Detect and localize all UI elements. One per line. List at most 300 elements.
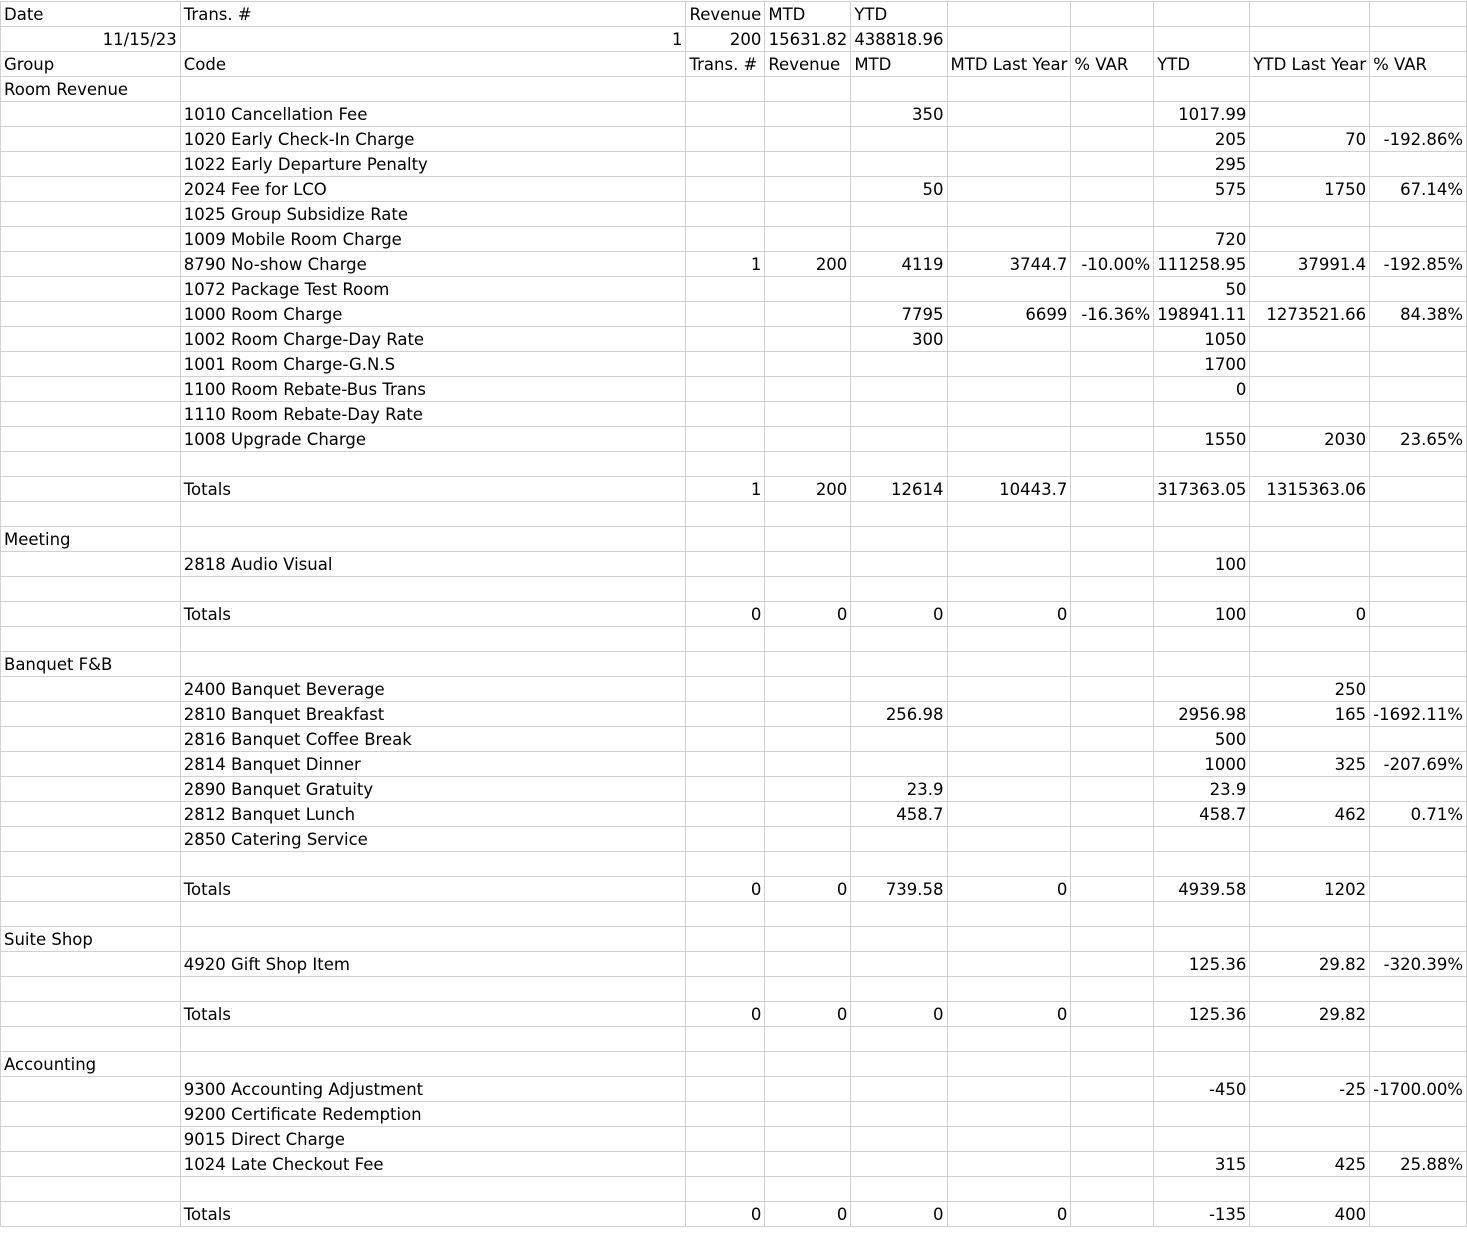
cell-c43[interactable] bbox=[686, 1052, 765, 1077]
cell-i1[interactable] bbox=[1250, 2, 1370, 27]
cell-a21[interactable] bbox=[1, 502, 181, 527]
cell-i46[interactable] bbox=[1250, 1127, 1370, 1152]
cell-d28[interactable] bbox=[765, 677, 851, 702]
cell-b22[interactable] bbox=[180, 527, 686, 552]
cell-a31[interactable] bbox=[1, 752, 181, 777]
cell-c3[interactable]: Trans. # bbox=[686, 52, 765, 77]
cell-h38[interactable] bbox=[1154, 927, 1250, 952]
cell-j1[interactable] bbox=[1370, 2, 1467, 27]
cell-e17[interactable] bbox=[851, 402, 947, 427]
cell-b25[interactable]: Totals bbox=[180, 602, 686, 627]
cell-e16[interactable] bbox=[851, 377, 947, 402]
cell-b2[interactable]: 1 bbox=[180, 27, 686, 52]
cell-a8[interactable] bbox=[1, 177, 181, 202]
cell-g24[interactable] bbox=[1071, 577, 1154, 602]
cell-e34[interactable] bbox=[851, 827, 947, 852]
cell-j30[interactable] bbox=[1370, 727, 1467, 752]
cell-c1[interactable]: Revenue bbox=[686, 2, 765, 27]
cell-d21[interactable] bbox=[765, 502, 851, 527]
cell-f33[interactable] bbox=[947, 802, 1071, 827]
cell-c6[interactable] bbox=[686, 127, 765, 152]
cell-a37[interactable] bbox=[1, 902, 181, 927]
cell-b12[interactable]: 1072 Package Test Room bbox=[180, 277, 686, 302]
cell-j14[interactable] bbox=[1370, 327, 1467, 352]
cell-i4[interactable] bbox=[1250, 77, 1370, 102]
cell-a39[interactable] bbox=[1, 952, 181, 977]
cell-j24[interactable] bbox=[1370, 577, 1467, 602]
cell-d47[interactable] bbox=[765, 1152, 851, 1177]
cell-b7[interactable]: 1022 Early Departure Penalty bbox=[180, 152, 686, 177]
cell-b14[interactable]: 1002 Room Charge-Day Rate bbox=[180, 327, 686, 352]
cell-i43[interactable] bbox=[1250, 1052, 1370, 1077]
cell-g45[interactable] bbox=[1071, 1102, 1154, 1127]
cell-c7[interactable] bbox=[686, 152, 765, 177]
cell-e27[interactable] bbox=[851, 652, 947, 677]
cell-b26[interactable] bbox=[180, 627, 686, 652]
cell-a23[interactable] bbox=[1, 552, 181, 577]
cell-e25[interactable]: 0 bbox=[851, 602, 947, 627]
cell-f21[interactable] bbox=[947, 502, 1071, 527]
cell-j8[interactable]: 67.14% bbox=[1370, 177, 1467, 202]
cell-d15[interactable] bbox=[765, 352, 851, 377]
cell-d14[interactable] bbox=[765, 327, 851, 352]
cell-a48[interactable] bbox=[1, 1177, 181, 1202]
cell-b49[interactable]: Totals bbox=[180, 1202, 686, 1227]
cell-j43[interactable] bbox=[1370, 1052, 1467, 1077]
cell-f14[interactable] bbox=[947, 327, 1071, 352]
cell-c2[interactable]: 200 bbox=[686, 27, 765, 52]
cell-a7[interactable] bbox=[1, 152, 181, 177]
cell-f11[interactable]: 3744.7 bbox=[947, 252, 1071, 277]
cell-b46[interactable]: 9015 Direct Charge bbox=[180, 1127, 686, 1152]
cell-i5[interactable] bbox=[1250, 102, 1370, 127]
cell-e43[interactable] bbox=[851, 1052, 947, 1077]
cell-e9[interactable] bbox=[851, 202, 947, 227]
cell-j39[interactable]: -320.39% bbox=[1370, 952, 1467, 977]
cell-f46[interactable] bbox=[947, 1127, 1071, 1152]
cell-a30[interactable] bbox=[1, 727, 181, 752]
cell-c11[interactable]: 1 bbox=[686, 252, 765, 277]
cell-e13[interactable]: 7795 bbox=[851, 302, 947, 327]
cell-d37[interactable] bbox=[765, 902, 851, 927]
cell-f9[interactable] bbox=[947, 202, 1071, 227]
cell-b21[interactable] bbox=[180, 502, 686, 527]
cell-d24[interactable] bbox=[765, 577, 851, 602]
cell-j21[interactable] bbox=[1370, 502, 1467, 527]
cell-e14[interactable]: 300 bbox=[851, 327, 947, 352]
cell-a46[interactable] bbox=[1, 1127, 181, 1152]
cell-b42[interactable] bbox=[180, 1027, 686, 1052]
cell-d49[interactable]: 0 bbox=[765, 1202, 851, 1227]
cell-j28[interactable] bbox=[1370, 677, 1467, 702]
cell-j47[interactable]: 25.88% bbox=[1370, 1152, 1467, 1177]
cell-d5[interactable] bbox=[765, 102, 851, 127]
cell-f36[interactable]: 0 bbox=[947, 877, 1071, 902]
cell-h13[interactable]: 198941.11 bbox=[1154, 302, 1250, 327]
cell-j46[interactable] bbox=[1370, 1127, 1467, 1152]
cell-j9[interactable] bbox=[1370, 202, 1467, 227]
cell-i17[interactable] bbox=[1250, 402, 1370, 427]
cell-d17[interactable] bbox=[765, 402, 851, 427]
cell-i36[interactable]: 1202 bbox=[1250, 877, 1370, 902]
cell-j11[interactable]: -192.85% bbox=[1370, 252, 1467, 277]
cell-h29[interactable]: 2956.98 bbox=[1154, 702, 1250, 727]
cell-j29[interactable]: -1692.11% bbox=[1370, 702, 1467, 727]
cell-i20[interactable]: 1315363.06 bbox=[1250, 477, 1370, 502]
cell-d44[interactable] bbox=[765, 1077, 851, 1102]
cell-i13[interactable]: 1273521.66 bbox=[1250, 302, 1370, 327]
cell-a26[interactable] bbox=[1, 627, 181, 652]
cell-a9[interactable] bbox=[1, 202, 181, 227]
cell-c47[interactable] bbox=[686, 1152, 765, 1177]
cell-b8[interactable]: 2024 Fee for LCO bbox=[180, 177, 686, 202]
cell-h30[interactable]: 500 bbox=[1154, 727, 1250, 752]
cell-a14[interactable] bbox=[1, 327, 181, 352]
cell-c18[interactable] bbox=[686, 427, 765, 452]
cell-b3[interactable]: Code bbox=[180, 52, 686, 77]
cell-h2[interactable] bbox=[1154, 27, 1250, 52]
cell-a3[interactable]: Group bbox=[1, 52, 181, 77]
cell-f48[interactable] bbox=[947, 1177, 1071, 1202]
cell-a40[interactable] bbox=[1, 977, 181, 1002]
cell-j35[interactable] bbox=[1370, 852, 1467, 877]
cell-f42[interactable] bbox=[947, 1027, 1071, 1052]
cell-h17[interactable] bbox=[1154, 402, 1250, 427]
cell-i9[interactable] bbox=[1250, 202, 1370, 227]
cell-h37[interactable] bbox=[1154, 902, 1250, 927]
cell-c20[interactable]: 1 bbox=[686, 477, 765, 502]
cell-a35[interactable] bbox=[1, 852, 181, 877]
cell-j17[interactable] bbox=[1370, 402, 1467, 427]
cell-c14[interactable] bbox=[686, 327, 765, 352]
cell-i31[interactable]: 325 bbox=[1250, 752, 1370, 777]
cell-b41[interactable]: Totals bbox=[180, 1002, 686, 1027]
cell-a11[interactable] bbox=[1, 252, 181, 277]
cell-g35[interactable] bbox=[1071, 852, 1154, 877]
cell-j18[interactable]: 23.65% bbox=[1370, 427, 1467, 452]
cell-j15[interactable] bbox=[1370, 352, 1467, 377]
cell-e36[interactable]: 739.58 bbox=[851, 877, 947, 902]
cell-c4[interactable] bbox=[686, 77, 765, 102]
cell-h34[interactable] bbox=[1154, 827, 1250, 852]
cell-c23[interactable] bbox=[686, 552, 765, 577]
cell-d38[interactable] bbox=[765, 927, 851, 952]
cell-c16[interactable] bbox=[686, 377, 765, 402]
cell-f12[interactable] bbox=[947, 277, 1071, 302]
cell-g25[interactable] bbox=[1071, 602, 1154, 627]
cell-g37[interactable] bbox=[1071, 902, 1154, 927]
cell-j41[interactable] bbox=[1370, 1002, 1467, 1027]
cell-a16[interactable] bbox=[1, 377, 181, 402]
cell-g15[interactable] bbox=[1071, 352, 1154, 377]
cell-f7[interactable] bbox=[947, 152, 1071, 177]
cell-c19[interactable] bbox=[686, 452, 765, 477]
cell-c38[interactable] bbox=[686, 927, 765, 952]
cell-g1[interactable] bbox=[1071, 2, 1154, 27]
cell-i18[interactable]: 2030 bbox=[1250, 427, 1370, 452]
cell-h11[interactable]: 111258.95 bbox=[1154, 252, 1250, 277]
cell-e15[interactable] bbox=[851, 352, 947, 377]
cell-b48[interactable] bbox=[180, 1177, 686, 1202]
cell-c9[interactable] bbox=[686, 202, 765, 227]
cell-j13[interactable]: 84.38% bbox=[1370, 302, 1467, 327]
cell-f15[interactable] bbox=[947, 352, 1071, 377]
cell-j22[interactable] bbox=[1370, 527, 1467, 552]
cell-f23[interactable] bbox=[947, 552, 1071, 577]
cell-g28[interactable] bbox=[1071, 677, 1154, 702]
cell-j45[interactable] bbox=[1370, 1102, 1467, 1127]
cell-a19[interactable] bbox=[1, 452, 181, 477]
cell-d27[interactable] bbox=[765, 652, 851, 677]
cell-e37[interactable] bbox=[851, 902, 947, 927]
cell-i39[interactable]: 29.82 bbox=[1250, 952, 1370, 977]
cell-f43[interactable] bbox=[947, 1052, 1071, 1077]
cell-i21[interactable] bbox=[1250, 502, 1370, 527]
cell-c21[interactable] bbox=[686, 502, 765, 527]
cell-b6[interactable]: 1020 Early Check-In Charge bbox=[180, 127, 686, 152]
cell-d25[interactable]: 0 bbox=[765, 602, 851, 627]
cell-j6[interactable]: -192.86% bbox=[1370, 127, 1467, 152]
cell-d13[interactable] bbox=[765, 302, 851, 327]
cell-i24[interactable] bbox=[1250, 577, 1370, 602]
cell-h22[interactable] bbox=[1154, 527, 1250, 552]
cell-c17[interactable] bbox=[686, 402, 765, 427]
cell-c26[interactable] bbox=[686, 627, 765, 652]
cell-j20[interactable] bbox=[1370, 477, 1467, 502]
cell-h39[interactable]: 125.36 bbox=[1154, 952, 1250, 977]
cell-i30[interactable] bbox=[1250, 727, 1370, 752]
cell-i23[interactable] bbox=[1250, 552, 1370, 577]
cell-g34[interactable] bbox=[1071, 827, 1154, 852]
cell-f41[interactable]: 0 bbox=[947, 1002, 1071, 1027]
cell-f35[interactable] bbox=[947, 852, 1071, 877]
cell-j7[interactable] bbox=[1370, 152, 1467, 177]
cell-c49[interactable]: 0 bbox=[686, 1202, 765, 1227]
cell-h7[interactable]: 295 bbox=[1154, 152, 1250, 177]
cell-f30[interactable] bbox=[947, 727, 1071, 752]
cell-g12[interactable] bbox=[1071, 277, 1154, 302]
cell-e12[interactable] bbox=[851, 277, 947, 302]
cell-b29[interactable]: 2810 Banquet Breakfast bbox=[180, 702, 686, 727]
cell-e19[interactable] bbox=[851, 452, 947, 477]
cell-h33[interactable]: 458.7 bbox=[1154, 802, 1250, 827]
cell-i49[interactable]: 400 bbox=[1250, 1202, 1370, 1227]
cell-h18[interactable]: 1550 bbox=[1154, 427, 1250, 452]
cell-h14[interactable]: 1050 bbox=[1154, 327, 1250, 352]
cell-e31[interactable] bbox=[851, 752, 947, 777]
cell-d7[interactable] bbox=[765, 152, 851, 177]
cell-a47[interactable] bbox=[1, 1152, 181, 1177]
cell-b20[interactable]: Totals bbox=[180, 477, 686, 502]
cell-f16[interactable] bbox=[947, 377, 1071, 402]
cell-d29[interactable] bbox=[765, 702, 851, 727]
cell-f28[interactable] bbox=[947, 677, 1071, 702]
cell-c27[interactable] bbox=[686, 652, 765, 677]
cell-a41[interactable] bbox=[1, 1002, 181, 1027]
cell-a17[interactable] bbox=[1, 402, 181, 427]
cell-d3[interactable]: Revenue bbox=[765, 52, 851, 77]
cell-h6[interactable]: 205 bbox=[1154, 127, 1250, 152]
cell-h4[interactable] bbox=[1154, 77, 1250, 102]
cell-h49[interactable]: -135 bbox=[1154, 1202, 1250, 1227]
cell-e28[interactable] bbox=[851, 677, 947, 702]
cell-b16[interactable]: 1100 Room Rebate-Bus Trans bbox=[180, 377, 686, 402]
cell-e11[interactable]: 4119 bbox=[851, 252, 947, 277]
cell-f44[interactable] bbox=[947, 1077, 1071, 1102]
cell-a20[interactable] bbox=[1, 477, 181, 502]
cell-h44[interactable]: -450 bbox=[1154, 1077, 1250, 1102]
cell-f20[interactable]: 10443.7 bbox=[947, 477, 1071, 502]
cell-h41[interactable]: 125.36 bbox=[1154, 1002, 1250, 1027]
cell-h5[interactable]: 1017.99 bbox=[1154, 102, 1250, 127]
cell-c8[interactable] bbox=[686, 177, 765, 202]
cell-b47[interactable]: 1024 Late Checkout Fee bbox=[180, 1152, 686, 1177]
cell-g46[interactable] bbox=[1071, 1127, 1154, 1152]
cell-h47[interactable]: 315 bbox=[1154, 1152, 1250, 1177]
cell-i40[interactable] bbox=[1250, 977, 1370, 1002]
cell-i37[interactable] bbox=[1250, 902, 1370, 927]
cell-j49[interactable] bbox=[1370, 1202, 1467, 1227]
cell-c44[interactable] bbox=[686, 1077, 765, 1102]
cell-g39[interactable] bbox=[1071, 952, 1154, 977]
cell-i6[interactable]: 70 bbox=[1250, 127, 1370, 152]
cell-h28[interactable] bbox=[1154, 677, 1250, 702]
cell-b36[interactable]: Totals bbox=[180, 877, 686, 902]
cell-j42[interactable] bbox=[1370, 1027, 1467, 1052]
cell-d43[interactable] bbox=[765, 1052, 851, 1077]
cell-g40[interactable] bbox=[1071, 977, 1154, 1002]
cell-g23[interactable] bbox=[1071, 552, 1154, 577]
cell-c48[interactable] bbox=[686, 1177, 765, 1202]
cell-i2[interactable] bbox=[1250, 27, 1370, 52]
cell-i34[interactable] bbox=[1250, 827, 1370, 852]
cell-g42[interactable] bbox=[1071, 1027, 1154, 1052]
cell-a6[interactable] bbox=[1, 127, 181, 152]
cell-f32[interactable] bbox=[947, 777, 1071, 802]
cell-g30[interactable] bbox=[1071, 727, 1154, 752]
cell-d45[interactable] bbox=[765, 1102, 851, 1127]
cell-j27[interactable] bbox=[1370, 652, 1467, 677]
cell-f37[interactable] bbox=[947, 902, 1071, 927]
cell-f34[interactable] bbox=[947, 827, 1071, 852]
cell-j4[interactable] bbox=[1370, 77, 1467, 102]
cell-i16[interactable] bbox=[1250, 377, 1370, 402]
cell-e24[interactable] bbox=[851, 577, 947, 602]
cell-a25[interactable] bbox=[1, 602, 181, 627]
cell-c45[interactable] bbox=[686, 1102, 765, 1127]
cell-i47[interactable]: 425 bbox=[1250, 1152, 1370, 1177]
cell-g36[interactable] bbox=[1071, 877, 1154, 902]
cell-e26[interactable] bbox=[851, 627, 947, 652]
cell-d32[interactable] bbox=[765, 777, 851, 802]
cell-j3[interactable]: % VAR bbox=[1370, 52, 1467, 77]
cell-g14[interactable] bbox=[1071, 327, 1154, 352]
cell-a4[interactable]: Room Revenue bbox=[1, 77, 181, 102]
cell-b1[interactable]: Trans. # bbox=[180, 2, 686, 27]
cell-a44[interactable] bbox=[1, 1077, 181, 1102]
cell-g8[interactable] bbox=[1071, 177, 1154, 202]
cell-g20[interactable] bbox=[1071, 477, 1154, 502]
cell-a13[interactable] bbox=[1, 302, 181, 327]
cell-c13[interactable] bbox=[686, 302, 765, 327]
cell-g43[interactable] bbox=[1071, 1052, 1154, 1077]
cell-j10[interactable] bbox=[1370, 227, 1467, 252]
cell-f47[interactable] bbox=[947, 1152, 1071, 1177]
cell-j23[interactable] bbox=[1370, 552, 1467, 577]
cell-a18[interactable] bbox=[1, 427, 181, 452]
cell-d11[interactable]: 200 bbox=[765, 252, 851, 277]
cell-e8[interactable]: 50 bbox=[851, 177, 947, 202]
cell-g26[interactable] bbox=[1071, 627, 1154, 652]
cell-f26[interactable] bbox=[947, 627, 1071, 652]
cell-g41[interactable] bbox=[1071, 1002, 1154, 1027]
cell-i11[interactable]: 37991.4 bbox=[1250, 252, 1370, 277]
cell-b23[interactable]: 2818 Audio Visual bbox=[180, 552, 686, 577]
cell-d40[interactable] bbox=[765, 977, 851, 1002]
cell-j37[interactable] bbox=[1370, 902, 1467, 927]
cell-e33[interactable]: 458.7 bbox=[851, 802, 947, 827]
cell-c34[interactable] bbox=[686, 827, 765, 852]
cell-g18[interactable] bbox=[1071, 427, 1154, 452]
cell-g4[interactable] bbox=[1071, 77, 1154, 102]
cell-a32[interactable] bbox=[1, 777, 181, 802]
cell-e30[interactable] bbox=[851, 727, 947, 752]
cell-b10[interactable]: 1009 Mobile Room Charge bbox=[180, 227, 686, 252]
cell-j38[interactable] bbox=[1370, 927, 1467, 952]
cell-d42[interactable] bbox=[765, 1027, 851, 1052]
cell-e40[interactable] bbox=[851, 977, 947, 1002]
cell-d19[interactable] bbox=[765, 452, 851, 477]
cell-j25[interactable] bbox=[1370, 602, 1467, 627]
cell-i28[interactable]: 250 bbox=[1250, 677, 1370, 702]
cell-g29[interactable] bbox=[1071, 702, 1154, 727]
cell-g16[interactable] bbox=[1071, 377, 1154, 402]
cell-c35[interactable] bbox=[686, 852, 765, 877]
cell-d9[interactable] bbox=[765, 202, 851, 227]
cell-b38[interactable] bbox=[180, 927, 686, 952]
cell-a36[interactable] bbox=[1, 877, 181, 902]
cell-i42[interactable] bbox=[1250, 1027, 1370, 1052]
cell-e6[interactable] bbox=[851, 127, 947, 152]
cell-f25[interactable]: 0 bbox=[947, 602, 1071, 627]
cell-f24[interactable] bbox=[947, 577, 1071, 602]
cell-e23[interactable] bbox=[851, 552, 947, 577]
cell-h16[interactable]: 0 bbox=[1154, 377, 1250, 402]
cell-i7[interactable] bbox=[1250, 152, 1370, 177]
cell-b45[interactable]: 9200 Certificate Redemption bbox=[180, 1102, 686, 1127]
cell-g13[interactable]: -16.36% bbox=[1071, 302, 1154, 327]
cell-j33[interactable]: 0.71% bbox=[1370, 802, 1467, 827]
cell-b17[interactable]: 1110 Room Rebate-Day Rate bbox=[180, 402, 686, 427]
cell-d33[interactable] bbox=[765, 802, 851, 827]
cell-d22[interactable] bbox=[765, 527, 851, 552]
cell-f31[interactable] bbox=[947, 752, 1071, 777]
cell-b35[interactable] bbox=[180, 852, 686, 877]
cell-i29[interactable]: 165 bbox=[1250, 702, 1370, 727]
cell-i38[interactable] bbox=[1250, 927, 1370, 952]
cell-d23[interactable] bbox=[765, 552, 851, 577]
cell-i12[interactable] bbox=[1250, 277, 1370, 302]
cell-a34[interactable] bbox=[1, 827, 181, 852]
cell-f40[interactable] bbox=[947, 977, 1071, 1002]
cell-h48[interactable] bbox=[1154, 1177, 1250, 1202]
cell-c24[interactable] bbox=[686, 577, 765, 602]
cell-b28[interactable]: 2400 Banquet Beverage bbox=[180, 677, 686, 702]
cell-j40[interactable] bbox=[1370, 977, 1467, 1002]
cell-d46[interactable] bbox=[765, 1127, 851, 1152]
cell-c41[interactable]: 0 bbox=[686, 1002, 765, 1027]
cell-d4[interactable] bbox=[765, 77, 851, 102]
